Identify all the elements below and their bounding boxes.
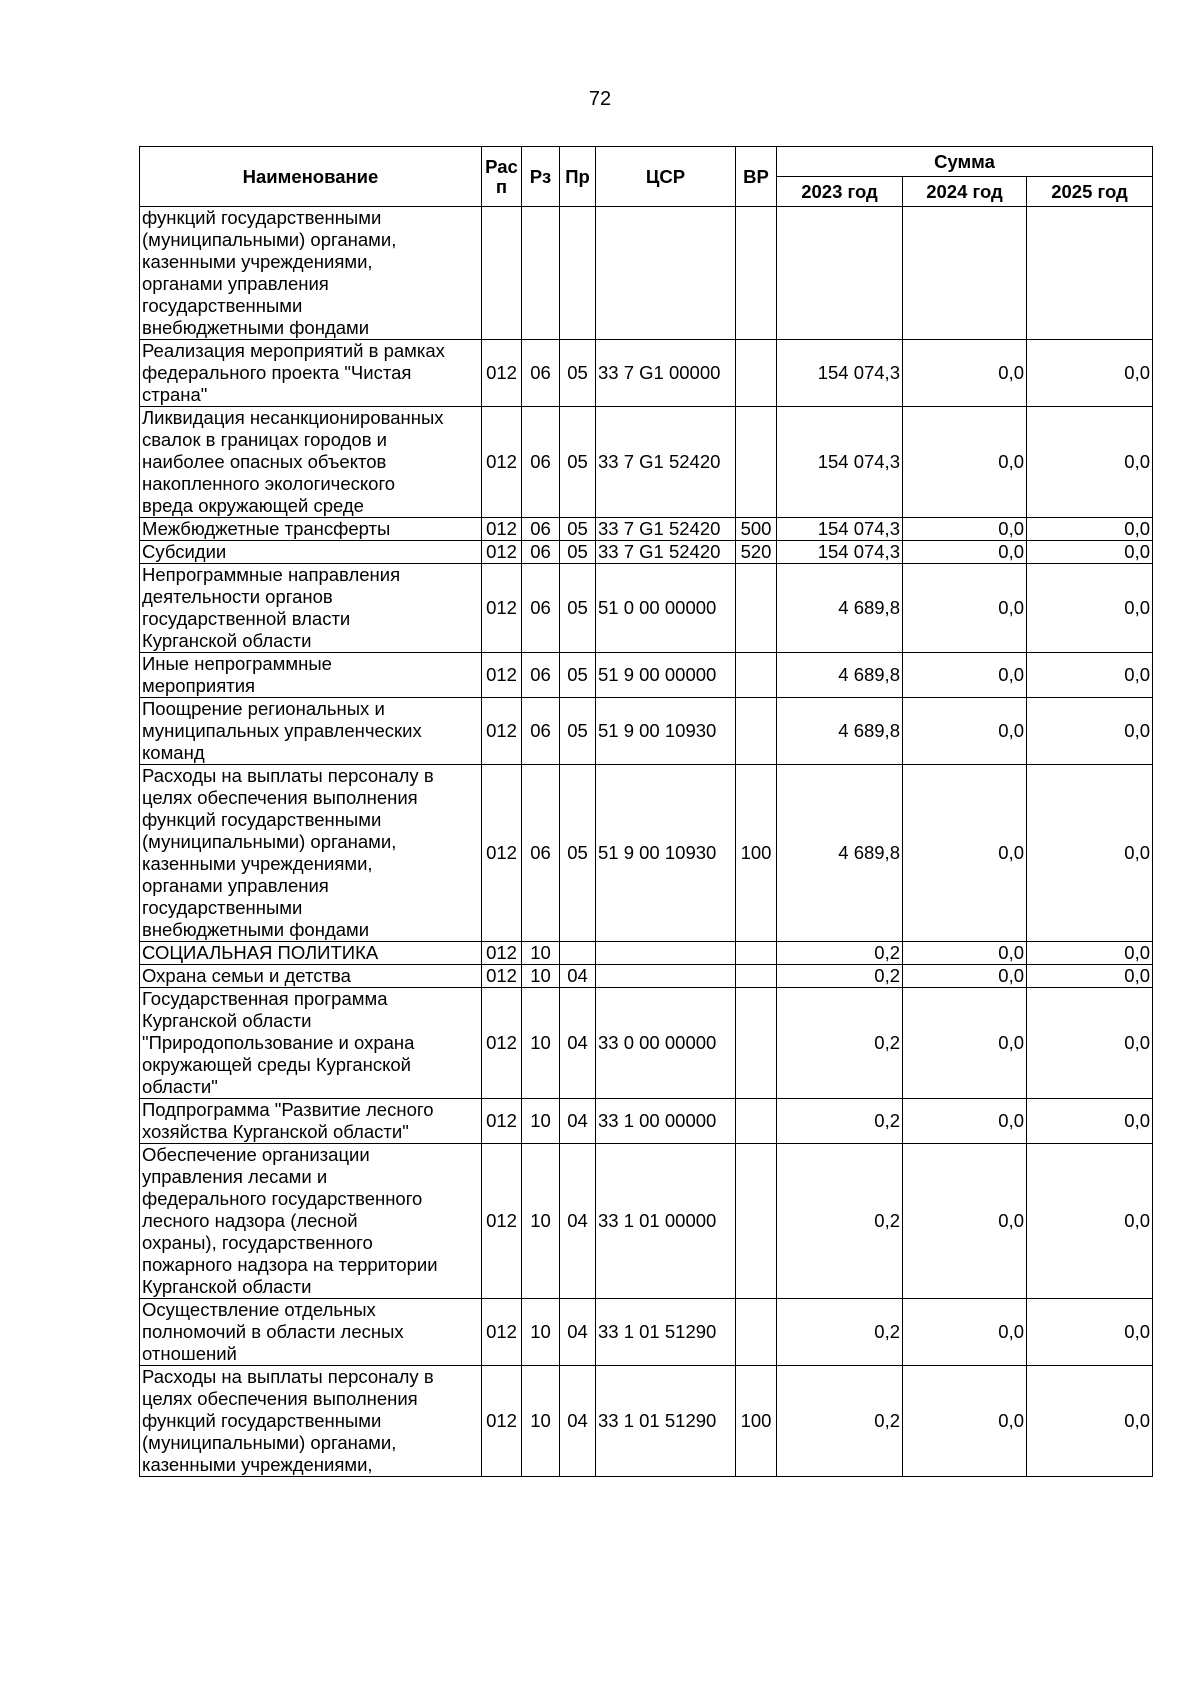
name-cell <box>140 541 482 564</box>
header-vr: ВР <box>736 147 777 207</box>
name-line: внебюджетными фондами <box>142 317 370 338</box>
sum-2023-cell: 4 689,8 <box>777 564 903 653</box>
sum-2024-cell: 0,0 <box>903 541 1027 564</box>
sum-2023-cell: 154 074,3 <box>777 541 903 564</box>
rasp-cell: 012 <box>482 988 522 1099</box>
table-row <box>140 988 1153 1099</box>
sum-2023-cell <box>777 207 903 340</box>
name-line: Непрограммные направления <box>142 564 401 585</box>
sum-2025-cell: 0,0 <box>1027 518 1153 541</box>
sum-2024-cell: 0,0 <box>903 1099 1027 1144</box>
name-line: Курганской области <box>142 630 312 651</box>
pr-cell: 04 <box>560 965 596 988</box>
rz-cell: 06 <box>522 765 560 942</box>
csr-cell: 33 7 G1 52420 <box>596 518 736 541</box>
table-row <box>140 518 1153 541</box>
csr-cell: 51 0 00 00000 <box>596 564 736 653</box>
csr-cell <box>596 207 736 340</box>
vr-cell: 520 <box>736 541 777 564</box>
table-row <box>140 1099 1153 1144</box>
rasp-cell: 012 <box>482 965 522 988</box>
sum-2023-cell: 0,2 <box>777 965 903 988</box>
sum-2025-cell: 0,0 <box>1027 1299 1153 1366</box>
sum-2025-cell: 0,0 <box>1027 653 1153 698</box>
name-line: деятельности органов <box>142 586 333 607</box>
csr-cell: 33 1 01 00000 <box>596 1144 736 1299</box>
name-cell <box>140 340 482 407</box>
name-cell <box>140 1299 482 1366</box>
sum-2024-cell: 0,0 <box>903 340 1027 407</box>
name-cell <box>140 518 482 541</box>
pr-cell <box>560 207 596 340</box>
sum-2023-cell: 0,2 <box>777 942 903 965</box>
name-line: лесного надзора (лесной <box>142 1210 358 1231</box>
pr-cell: 04 <box>560 988 596 1099</box>
name-line: государственными <box>142 295 303 316</box>
rz-cell <box>522 207 560 340</box>
name-line: свалок в границах городов и <box>142 429 387 450</box>
pr-cell: 05 <box>560 698 596 765</box>
csr-cell: 33 1 01 51290 <box>596 1366 736 1477</box>
name-line: накопленного экологического <box>142 473 396 494</box>
sum-2024-cell: 0,0 <box>903 407 1027 518</box>
header-rasp <box>482 147 522 207</box>
name-line: государственной власти <box>142 608 351 629</box>
name-line: Реализация мероприятий в рамках <box>142 340 445 361</box>
name-line: Курганской области <box>142 1010 312 1031</box>
vr-cell <box>736 942 777 965</box>
rz-cell: 06 <box>522 653 560 698</box>
vr-cell <box>736 407 777 518</box>
rz-cell: 06 <box>522 518 560 541</box>
name-cell <box>140 765 482 942</box>
rasp-cell: 012 <box>482 564 522 653</box>
rz-cell: 06 <box>522 407 560 518</box>
sum-2024-cell: 0,0 <box>903 765 1027 942</box>
csr-cell: 33 7 G1 52420 <box>596 541 736 564</box>
table-row <box>140 1299 1153 1366</box>
sum-2024-cell: 0,0 <box>903 564 1027 653</box>
page-number: 72 <box>588 88 612 110</box>
sum-2023-cell: 154 074,3 <box>777 340 903 407</box>
name-line: Курганской области <box>142 1276 312 1297</box>
rasp-cell: 012 <box>482 518 522 541</box>
name-line: Обеспечение организации <box>142 1144 370 1165</box>
name-line: Субсидии <box>142 541 227 562</box>
pr-cell: 04 <box>560 1366 596 1477</box>
vr-cell: 100 <box>736 1366 777 1477</box>
name-line: функций государственными <box>142 809 382 830</box>
vr-cell <box>736 965 777 988</box>
sum-2025-cell: 0,0 <box>1027 564 1153 653</box>
name-line: управления лесами и <box>142 1166 328 1187</box>
sum-2023-cell: 0,2 <box>777 1299 903 1366</box>
name-cell <box>140 207 482 340</box>
rasp-cell: 012 <box>482 1144 522 1299</box>
name-line: вреда окружающей среде <box>142 495 364 516</box>
csr-cell: 33 1 01 51290 <box>596 1299 736 1366</box>
name-cell <box>140 988 482 1099</box>
sum-2023-cell: 154 074,3 <box>777 518 903 541</box>
csr-cell: 51 9 00 10930 <box>596 698 736 765</box>
rz-cell: 06 <box>522 340 560 407</box>
sum-2025-cell: 0,0 <box>1027 765 1153 942</box>
name-line: целях обеспечения выполнения <box>142 787 418 808</box>
name-line: органами управления <box>142 273 329 294</box>
header-year-2023: 2023 год <box>777 177 903 207</box>
name-line: (муниципальными) органами, <box>142 229 397 250</box>
name-cell <box>140 1144 482 1299</box>
sum-2023-cell: 0,2 <box>777 1144 903 1299</box>
header-year-2024: 2024 год <box>903 177 1027 207</box>
table-row <box>140 1144 1153 1299</box>
name-line: функций государственными <box>142 1410 382 1431</box>
vr-cell <box>736 564 777 653</box>
vr-cell <box>736 653 777 698</box>
table-header <box>140 147 1153 207</box>
name-line: казенными учреждениями, <box>142 251 373 272</box>
name-line: СОЦИАЛЬНАЯ ПОЛИТИКА <box>142 942 379 963</box>
sum-2024-cell: 0,0 <box>903 518 1027 541</box>
table-row <box>140 207 1153 340</box>
name-line: Ликвидация несанкционированных <box>142 407 444 428</box>
csr-cell: 33 1 00 00000 <box>596 1099 736 1144</box>
name-line: окружающей среды Курганской <box>142 1054 412 1075</box>
rasp-cell: 012 <box>482 1366 522 1477</box>
name-cell <box>140 407 482 518</box>
vr-cell <box>736 1299 777 1366</box>
rz-cell: 10 <box>522 1099 560 1144</box>
name-cell <box>140 653 482 698</box>
header-name: Наименование <box>140 147 482 207</box>
vr-cell <box>736 340 777 407</box>
header-csr: ЦСР <box>596 147 736 207</box>
pr-cell: 05 <box>560 653 596 698</box>
rasp-cell: 012 <box>482 1099 522 1144</box>
header-rz: Рз <box>522 147 560 207</box>
name-line: казенными учреждениями, <box>142 1454 373 1475</box>
table-row <box>140 340 1153 407</box>
pr-cell: 05 <box>560 518 596 541</box>
table-row <box>140 942 1153 965</box>
csr-cell: 33 7 G1 00000 <box>596 340 736 407</box>
rasp-cell: 012 <box>482 653 522 698</box>
rasp-cell <box>482 207 522 340</box>
csr-cell: 33 7 G1 52420 <box>596 407 736 518</box>
name-line: команд <box>142 742 205 763</box>
table-row <box>140 698 1153 765</box>
sum-2025-cell: 0,0 <box>1027 965 1153 988</box>
sum-2023-cell: 0,2 <box>777 1366 903 1477</box>
name-line: Осуществление отдельных <box>142 1299 376 1320</box>
name-line: целях обеспечения выполнения <box>142 1388 418 1409</box>
sum-2024-cell: 0,0 <box>903 988 1027 1099</box>
vr-cell <box>736 698 777 765</box>
name-line: хозяйства Курганской области" <box>142 1121 409 1142</box>
pr-cell: 05 <box>560 340 596 407</box>
name-line: полномочий в области лесных <box>142 1321 404 1342</box>
rz-cell: 06 <box>522 564 560 653</box>
rz-cell: 10 <box>522 988 560 1099</box>
rasp-cell: 012 <box>482 698 522 765</box>
name-line: федерального проекта "Чистая <box>142 362 412 383</box>
sum-2024-cell: 0,0 <box>903 1144 1027 1299</box>
vr-cell <box>736 1144 777 1299</box>
name-line: Межбюджетные трансферты <box>142 518 391 539</box>
pr-cell: 05 <box>560 541 596 564</box>
sum-2025-cell: 0,0 <box>1027 1144 1153 1299</box>
sum-2024-cell: 0,0 <box>903 1366 1027 1477</box>
sum-2025-cell: 0,0 <box>1027 698 1153 765</box>
csr-cell <box>596 965 736 988</box>
rasp-cell: 012 <box>482 1299 522 1366</box>
csr-cell <box>596 942 736 965</box>
rz-cell: 10 <box>522 1144 560 1299</box>
rz-cell: 06 <box>522 541 560 564</box>
name-cell <box>140 698 482 765</box>
header-year-2025: 2025 год <box>1027 177 1153 207</box>
table-row <box>140 653 1153 698</box>
vr-cell <box>736 988 777 1099</box>
name-line: мероприятия <box>142 675 256 696</box>
sum-2023-cell: 4 689,8 <box>777 698 903 765</box>
sum-2024-cell: 0,0 <box>903 1299 1027 1366</box>
sum-2024-cell: 0,0 <box>903 698 1027 765</box>
name-cell <box>140 1366 482 1477</box>
header-sum: Сумма <box>777 147 1153 177</box>
name-line: функций государственными <box>142 207 382 228</box>
sum-2023-cell: 0,2 <box>777 988 903 1099</box>
name-line: "Природопользование и охрана <box>142 1032 415 1053</box>
sum-2024-cell <box>903 207 1027 340</box>
name-line: наиболее опасных объектов <box>142 451 387 472</box>
name-cell <box>140 564 482 653</box>
name-line: Подпрограмма "Развитие лесного <box>142 1099 434 1120</box>
sum-2023-cell: 0,2 <box>777 1099 903 1144</box>
rasp-cell: 012 <box>482 340 522 407</box>
name-line: государственными <box>142 897 303 918</box>
vr-cell <box>736 207 777 340</box>
table-row <box>140 407 1153 518</box>
header-rasp-line: п <box>495 175 508 197</box>
table-row <box>140 541 1153 564</box>
name-cell <box>140 1099 482 1144</box>
name-line: федерального государственного <box>142 1188 423 1209</box>
vr-cell: 500 <box>736 518 777 541</box>
name-line: Поощрение региональных и <box>142 698 385 719</box>
sum-2024-cell: 0,0 <box>903 942 1027 965</box>
name-line: казенными учреждениями, <box>142 853 373 874</box>
sum-2023-cell: 154 074,3 <box>777 407 903 518</box>
sum-2025-cell: 0,0 <box>1027 942 1153 965</box>
rz-cell: 10 <box>522 942 560 965</box>
table-body <box>140 207 1153 1477</box>
rasp-cell: 012 <box>482 942 522 965</box>
name-cell <box>140 965 482 988</box>
name-line: области" <box>142 1076 218 1097</box>
rz-cell: 06 <box>522 698 560 765</box>
name-line: охраны), государственного <box>142 1232 373 1253</box>
name-line: Государственная программа <box>142 988 388 1009</box>
table-row <box>140 564 1153 653</box>
sum-2025-cell: 0,0 <box>1027 1366 1153 1477</box>
pr-cell: 04 <box>560 1299 596 1366</box>
rasp-cell: 012 <box>482 407 522 518</box>
sum-2025-cell <box>1027 207 1153 340</box>
name-line: Расходы на выплаты персоналу в <box>142 765 434 786</box>
table-row <box>140 965 1153 988</box>
name-line: Расходы на выплаты персоналу в <box>142 1366 434 1387</box>
name-line: (муниципальными) органами, <box>142 1432 397 1453</box>
rz-cell: 10 <box>522 1299 560 1366</box>
pr-cell <box>560 942 596 965</box>
pr-cell: 05 <box>560 765 596 942</box>
name-line: Иные непрограммные <box>142 653 332 674</box>
header-rasp-line: Рас <box>485 155 518 177</box>
table-row <box>140 1366 1153 1477</box>
pr-cell: 04 <box>560 1144 596 1299</box>
header-pr: Пр <box>560 147 596 207</box>
sum-2025-cell: 0,0 <box>1027 340 1153 407</box>
csr-cell: 51 9 00 10930 <box>596 765 736 942</box>
name-line: муниципальных управленческих <box>142 720 422 741</box>
sum-2023-cell: 4 689,8 <box>777 765 903 942</box>
sum-2025-cell: 0,0 <box>1027 988 1153 1099</box>
name-line: (муниципальными) органами, <box>142 831 397 852</box>
csr-cell: 51 9 00 00000 <box>596 653 736 698</box>
rz-cell: 10 <box>522 965 560 988</box>
name-line: страна" <box>142 384 208 405</box>
rasp-cell: 012 <box>482 765 522 942</box>
pr-cell: 05 <box>560 407 596 518</box>
vr-cell <box>736 1099 777 1144</box>
sum-2024-cell: 0,0 <box>903 653 1027 698</box>
sum-2023-cell: 4 689,8 <box>777 653 903 698</box>
name-line: внебюджетными фондами <box>142 919 370 940</box>
rz-cell: 10 <box>522 1366 560 1477</box>
pr-cell: 04 <box>560 1099 596 1144</box>
rasp-cell: 012 <box>482 541 522 564</box>
name-line: органами управления <box>142 875 329 896</box>
sum-2025-cell: 0,0 <box>1027 541 1153 564</box>
name-cell <box>140 942 482 965</box>
csr-cell: 33 0 00 00000 <box>596 988 736 1099</box>
pr-cell: 05 <box>560 564 596 653</box>
name-line: Охрана семьи и детства <box>142 965 351 986</box>
sum-2025-cell: 0,0 <box>1027 407 1153 518</box>
name-line: отношений <box>142 1343 237 1364</box>
sum-2025-cell: 0,0 <box>1027 1099 1153 1144</box>
name-line: пожарного надзора на территории <box>142 1254 438 1275</box>
budget-table <box>139 146 1153 1477</box>
sum-2024-cell: 0,0 <box>903 965 1027 988</box>
table-row <box>140 765 1153 942</box>
vr-cell: 100 <box>736 765 777 942</box>
